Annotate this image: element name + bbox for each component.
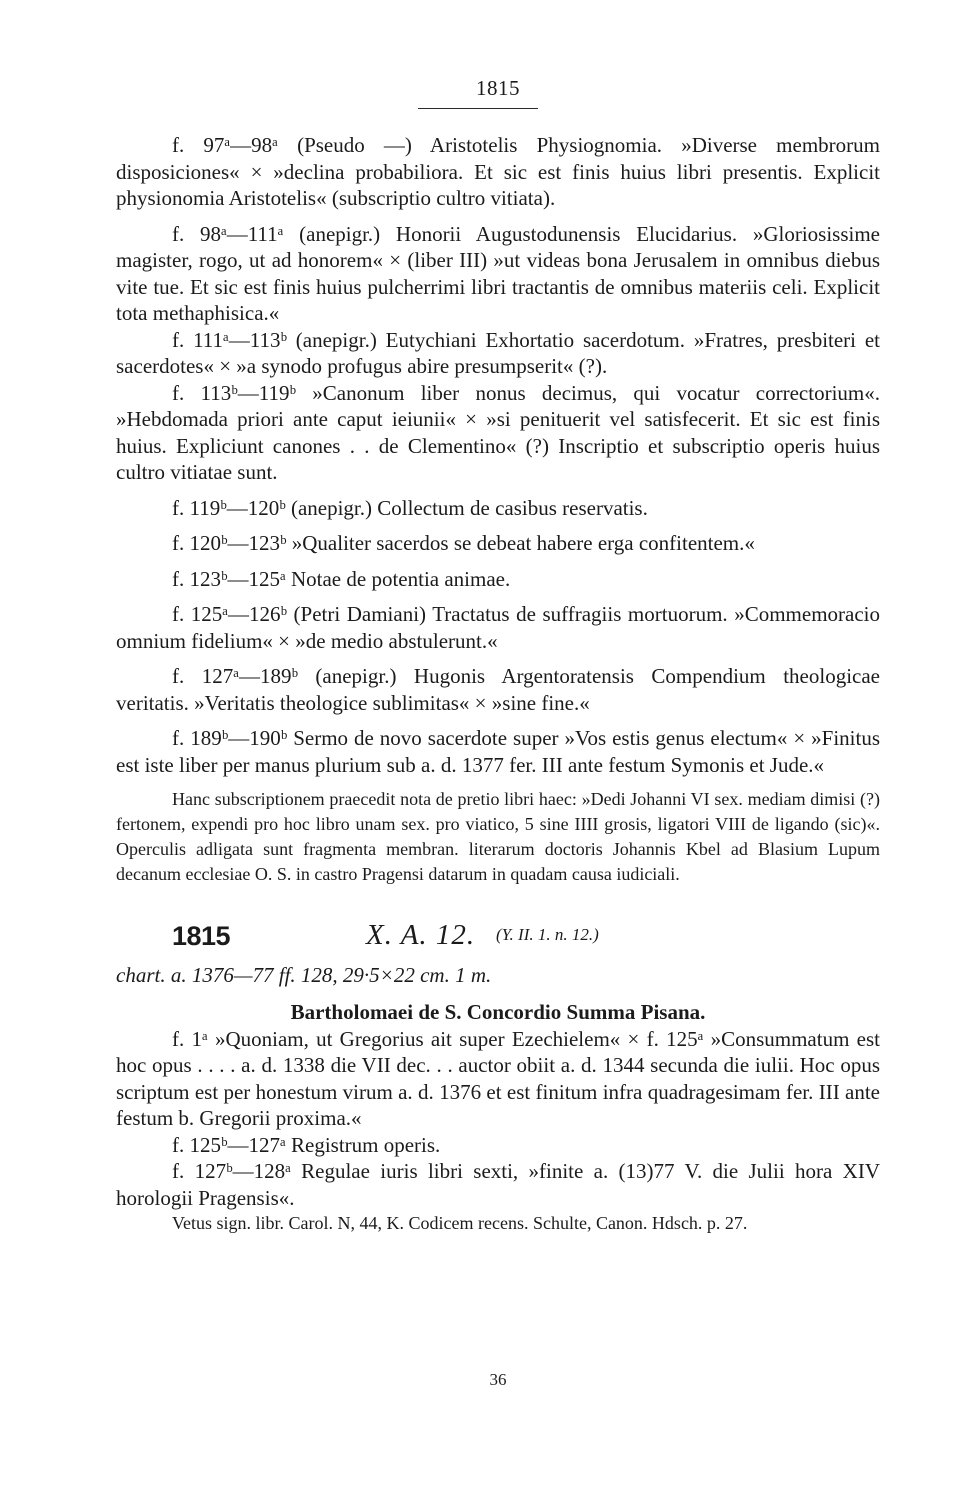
entry-paragraph-quoniam: f. 1ᵃ »Quoniam, ut Gregorius ait super Ezechielem« × f. 125ᵃ »Consummatum est hoc opus . . . . a. d. 1338 die VII dec. . . auctor obiit a. d. 1344 secunda die iulii. Hoc opus scriptum est per honestum virum a. d. 1376 et est finitum infra quadragesimam fer. III ante festum b. Gregorii proxima.« [116,1026,880,1130]
paragraph-exhortatio: f. 111ᵃ—113ᵇ (anepigr.) Eutychiani Exhortatio sacerdotum. »Fratres, presbiteri et sacerdotes« × »a synodo profugus abire presumpserit« (?). [116,327,880,378]
paragraph-elucidarius: f. 98ᵃ—111ᵃ (anepigr.) Honorii Augustodunensis Elucidarius. »Gloriosissime magister, rogo, ut ad honorem« × (liber III) »ut videas bona Jerusalem in omnibus diebus vite tue. Et sic est finis huius pulcherrimi libri tractantis de omnibus materiis celi. Explicit tota methaphisica.« [116,221,880,325]
entry-number: 1815 [172,921,231,951]
running-header-number: 1815 [476,76,520,100]
entry-heading [116,921,880,961]
paragraph-qualiter: f. 120ᵇ—123ᵇ »Qualiter sacerdos se debeat habere erga confitentem.« [172,531,755,555]
entry-signature: X. A. 12. [366,919,476,951]
header-rule [418,108,538,109]
paragraph-notae: f. 123ᵇ—125ᵃ Notae de potentia animae. [172,566,511,591]
paragraph-canones: f. 113ᵇ—119ᵇ »Canonum liber nonus decimus, qui vocatur correctorium«. »Hebdomada priori ante caput ieiunii« × »si penituerit vel satisfecerit. Et sic est finis huius. Expliciunt canones . . de Clementino« (?) Inscriptio et subscriptio operis huius cultro vitiatae sunt. [116,380,880,484]
paragraph-suffragiis: f. 125ᵃ—126ᵇ (Petri Damiani) Tractatus de suffragiis mortuorum. »Commemoracio omnium fidelium« × »de medio abstulerunt.« [116,602,880,653]
entry-physical-description: chart. a. 1376—77 ff. 128, 29·5×22 cm. 1 m. [116,963,492,987]
paragraph-note-pretio: Hanc subscriptionem praecedit nota de pretio libri haec: »Dedi Johanni VI sex. mediam dimisi (?) fertonem, expendi pro hoc libro unam sex. pro viatico, 5 sine IIII grosis, ligatori VIII de ligando (sic)«. Operculis adligata sunt fragmenta membran. literarum doctoris Johannis Kbel ad Blasium Lupum decanum ecclesiae O. S. in castro Pragensi datarum in quadam causa iudiciali. [116,789,880,884]
entry-title: Bartholomaei de S. Concordio Summa Pisana. [290,1000,706,1024]
paragraph-collectum: f. 119ᵇ—120ᵇ (anepigr.) Collectum de casibus reservatis. [172,495,648,520]
paragraph-sermo: f. 189ᵇ—190ᵇ Sermo de novo sacerdote super »Vos estis genus electum« × »Finitus est iste liber per manus plurium sub a. d. 1377 fer. III ante festum Symonis et Jude.« [116,726,880,777]
paragraph-physiognomia: f. 97ᵃ—98ᵃ (Pseudo —) Aristotelis Physiognomia. »Diverse membrorum disposiciones« × »declina probabiliora. Et sic est finis huius libri presentis. Explicit physionomia Aristotelis« (subscriptio cultro vitiata). [116,133,880,210]
page-number-footer: 36 [489,1370,507,1389]
body-text [116,132,880,1236]
paragraph-compendium: f. 127ᵃ—189ᵇ (anepigr.) Hugonis Argentoratensis Compendium theologicae veritatis. »Veritatis theologice sublimitas« × »sine fine.« [116,664,880,715]
entry-note-vetus-sign: Vetus sign. libr. Carol. N, 44, K. Codicem recens. Schulte, Canon. Hdsch. p. 27. [172,1213,748,1233]
entry-paragraph-regulae: f. 127ᵇ—128ᵃ Regulae iuris libri sexti, »finite a. (13)77 V. die Julii hora XIV horologii Pragensis«. [116,1159,880,1210]
entry-old-signature: (Y. II. 1. n. 12.) [496,925,599,944]
entry-paragraph-registrum: f. 125ᵇ—127ᵃ Registrum operis. [172,1132,441,1157]
